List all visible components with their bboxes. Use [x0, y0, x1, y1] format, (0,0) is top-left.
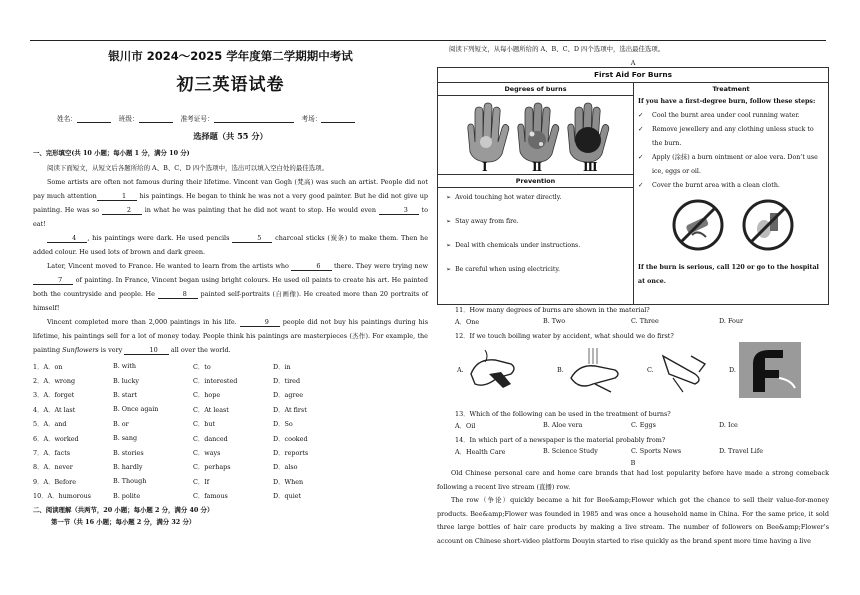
option[interactable]: D．quiet	[273, 492, 302, 501]
cloze-blank[interactable]: 3	[379, 207, 419, 215]
arrow-bullet-icon: ➢	[446, 266, 456, 273]
text-segment: there. They were trying new	[331, 262, 428, 270]
prevention-item: ➢ Be careful when using electricity.	[446, 266, 561, 273]
prevention-item: ➢ Deal with chemicals under instructions.	[446, 242, 581, 249]
reading-instruction: 阅读下列短文，从每小题所给的 A、B、C、D 四个选项中，选出最佳选项。	[449, 45, 665, 53]
cloze-blank[interactable]: 7	[33, 277, 73, 285]
arrow-bullet-icon: ➢	[446, 218, 456, 225]
class-field[interactable]: 班级：	[119, 113, 173, 123]
check-icon: ✓	[638, 182, 644, 189]
option-row	[33, 460, 428, 474]
option[interactable]: B. Aloe vera	[543, 421, 583, 429]
question-14-options	[437, 444, 829, 458]
passage-b-label: B	[630, 459, 636, 467]
question-11-options	[437, 314, 829, 328]
text-segment: to eat!	[33, 206, 429, 228]
option[interactable]: B. lucky	[113, 376, 139, 385]
cloze-blank[interactable]: 6	[291, 263, 331, 271]
cloze-passage	[33, 175, 428, 357]
serious-burn-note: If the burn is serious, call 120 or go to the hospital at once.	[638, 264, 819, 285]
option[interactable]: 3．A．forget	[33, 391, 75, 400]
first-aid-table	[437, 67, 829, 305]
text-segment: , his paintings were dark. He used pencils	[87, 234, 233, 242]
option[interactable]: B. Science Study	[543, 447, 598, 455]
treatment-heading: Treatment	[712, 85, 750, 93]
passage-b-paragraph-1: Old Chinese personal care and home care brands that had lost popularity before have made a strong comeback following a recent live stream (直播) row.	[437, 469, 829, 491]
section2-title: 二、阅读理解（共两节，20 小题；每小题 2 分，满分 40 分）	[33, 505, 214, 514]
option[interactable]: D. Four	[719, 317, 744, 325]
option-row	[33, 417, 428, 431]
text-segment: Later, Vincent moved to France. He wanted to learn from the artists who	[47, 262, 292, 270]
exam-room-field[interactable]: 考场：	[302, 113, 356, 123]
cloze-blank[interactable]: 4	[47, 235, 87, 243]
text-segment: of painting. In France, Vincent began using bright colours. He used oil paints to create his art. He painted both the countryside and people. He	[33, 276, 428, 298]
option[interactable]: B. Though	[113, 477, 147, 486]
option[interactable]: D．So	[273, 420, 293, 429]
option[interactable]: B. start	[113, 390, 138, 399]
text-segment: painted self-portraits (自画像). He created more than 20 portraits of himself!	[33, 290, 428, 312]
option-row	[33, 402, 428, 416]
prevention-list	[438, 188, 633, 290]
cloze-options	[33, 359, 428, 503]
option[interactable]: D．When	[273, 477, 304, 486]
first-aid-right	[634, 83, 828, 304]
cloze-blank[interactable]: 5	[232, 235, 272, 243]
exam-title: 银川市 2024～2025 学年度第二学期期中考试	[108, 49, 353, 63]
option[interactable]: D．At first	[273, 405, 307, 414]
option[interactable]: C．If	[193, 477, 210, 486]
option-row	[33, 431, 428, 445]
question-14: 14．In which part of a newspaper is the material probably from?	[455, 436, 666, 444]
prohibition-signs-icon	[638, 197, 824, 255]
degrees-heading: Degrees of burns	[438, 83, 633, 96]
no-eggs-icon	[744, 201, 792, 249]
option-d-label[interactable]: D.	[729, 366, 736, 374]
option[interactable]: D．also	[273, 463, 298, 472]
text-segment: charcoal sticks (炭条) to make them. Then he added colour. He used lots of brown and dark green.	[33, 234, 429, 256]
option[interactable]: C．famous	[193, 492, 228, 501]
degree-label-1: Ⅰ	[482, 160, 488, 174]
cloze-paragraph	[33, 175, 428, 231]
bandaged-hand-icon	[739, 342, 801, 398]
option[interactable]: D．reports	[273, 449, 309, 458]
option[interactable]: 7．A．facts	[33, 449, 71, 458]
text-segment: Vincent completed more than 2,000 paintings in his life.	[47, 318, 240, 326]
question-12: 12．If we touch boiling water by accident, what should we do first?	[455, 332, 674, 340]
option-row	[33, 388, 428, 402]
option-row	[33, 489, 428, 503]
left-column	[33, 44, 428, 526]
option[interactable]: C．ways	[193, 449, 221, 458]
option[interactable]: B. stories	[113, 448, 144, 457]
burn-degrees-illustration	[438, 96, 633, 175]
degree-label-2: Ⅱ	[532, 160, 543, 174]
option[interactable]: D．agree	[273, 391, 304, 400]
question-13: 13．Which of the following can be used in the treatment of burns?	[455, 410, 671, 418]
option-row	[33, 373, 428, 387]
option[interactable]: C. Sports News	[631, 447, 682, 455]
question-12-pictures	[437, 340, 829, 406]
prevention-heading: Prevention	[438, 175, 633, 188]
option[interactable]: B. polite	[113, 491, 141, 500]
text-segment: all over the world.	[168, 346, 231, 354]
cloze-blank[interactable]: 2	[102, 207, 142, 215]
questions-block	[437, 302, 829, 549]
degree-label-3: Ⅲ	[583, 160, 598, 174]
option-a-label[interactable]: A.	[457, 366, 464, 374]
hand-with-tube-icon	[467, 344, 527, 396]
option-b-label[interactable]: B.	[557, 366, 564, 374]
hand-degree-1-icon	[468, 103, 509, 162]
top-rule	[30, 40, 826, 41]
option[interactable]: C．hope	[193, 391, 221, 400]
option[interactable]: 10．A．humorous	[33, 492, 91, 501]
first-aid-title: First Aid For Burns	[438, 68, 828, 83]
option[interactable]: A．One	[455, 317, 480, 326]
option[interactable]: D．cooked	[273, 434, 308, 443]
cloze-blank[interactable]: 9	[240, 319, 280, 327]
hand-wiping-icon	[655, 344, 715, 396]
option[interactable]: C．to	[193, 362, 211, 371]
option[interactable]: B. or	[113, 419, 129, 428]
option[interactable]: C．but	[193, 420, 216, 429]
option[interactable]: C．danced	[193, 434, 228, 443]
student-info-line	[57, 113, 428, 123]
hand-under-water-icon	[565, 344, 625, 396]
arrow-bullet-icon: ➢	[446, 242, 456, 249]
option[interactable]: C．At least	[193, 405, 229, 414]
option[interactable]: D. Ice	[719, 421, 738, 429]
cloze-blank[interactable]: 10	[124, 347, 168, 355]
check-icon: ✓	[638, 154, 644, 161]
option[interactable]: D．tired	[273, 377, 301, 386]
treatment-step: ✓ Remove jewellery and any clothing unless stuck to the burn.	[638, 123, 824, 151]
treatment-step: ✓ Apply (涂抹) a burn ointment or aloe vera. Don’t use ice, eggs or oil.	[638, 151, 824, 179]
section1-title: 一、完形填空(共 10 小题；每小题 1 分，满分 10 分)	[33, 149, 190, 157]
text-segment: his paintings. He began to think he was not a very good painter. But he did not give up painting. He was so	[33, 192, 429, 214]
option[interactable]: A．Health Care	[455, 447, 506, 456]
option[interactable]: B. Once again	[113, 405, 159, 414]
question-13-options	[437, 418, 829, 432]
option[interactable]: B. hardly	[113, 462, 143, 471]
option[interactable]: 5．A．and	[33, 420, 67, 429]
selection-title: 选择题（共 55 分）	[193, 131, 268, 141]
option[interactable]: 1．A．on	[33, 362, 63, 371]
text-segment: people did not buy his paintings during his lifetime, his paintings sell for a lot of money today. People think his paintings are masterpieces (杰作). For example, the painting	[33, 318, 428, 354]
right-column	[437, 44, 829, 545]
arrow-bullet-icon: ➢	[446, 194, 456, 201]
cloze-paragraph	[33, 315, 428, 357]
option[interactable]: D．in	[273, 362, 291, 371]
option[interactable]: 6．A．worked	[33, 434, 79, 443]
painting-title: Sunflowers	[62, 346, 99, 354]
question-11: 11．How many degrees of burns are shown in the material?	[455, 306, 650, 314]
option-row	[33, 474, 428, 488]
option[interactable]: B. with	[113, 362, 136, 371]
cloze-paragraph	[33, 231, 428, 259]
prevention-item: ➢ Avoid touching hot water directly.	[446, 194, 562, 201]
admission-number-field[interactable]: 准考证号：	[181, 113, 294, 123]
option[interactable]: B. sang	[113, 434, 138, 443]
text-segment: is very	[98, 346, 125, 354]
subject-title: 初三英语试卷	[176, 75, 285, 95]
option[interactable]: C．perhaps	[193, 463, 231, 472]
cloze-paragraph	[33, 259, 428, 315]
first-aid-left	[438, 83, 634, 304]
treatment-step: ✓ Cover the burnt area with a clean cloth.	[638, 179, 824, 193]
option-row	[33, 445, 428, 459]
option[interactable]: 8．A．never	[33, 463, 73, 472]
option[interactable]: C. Eggs	[631, 421, 656, 429]
no-ointment-icon	[674, 201, 722, 249]
prevention-item: ➢ Stay away from fire.	[446, 218, 519, 225]
option[interactable]: D. Travel Life	[719, 447, 763, 455]
passage-a-label: A	[630, 59, 636, 67]
option[interactable]: 4．A．At last	[33, 405, 76, 414]
text-segment: Some artists are often not famous during their lifetime. Vincent van Gogh (梵高) was such an artist. People did not pay much attention	[33, 178, 428, 200]
option[interactable]: 9．A．Before	[33, 477, 76, 486]
option[interactable]: C. Three	[631, 317, 659, 325]
section2-subtitle: 第一节（共 16 小题；每小题 2 分，满分 32 分）	[51, 517, 196, 526]
passage-b-paragraph-2: The row（争论）quickly became a hit for Bee&amp;Flower which got the chance to sell their value-for-money products. Bee&amp;Flower was founded in 1985 and was once a household name in China. For the same price, it sold three large bottles of hair care products by making a live stream. The number of followers on Bee&amp;Flower’s account on Chinese short-video platform Douyin started to rise quickly as the brand spent more time having a live	[437, 496, 829, 545]
text-segment: in what he was painting that he did not want to stop. He would even	[142, 206, 379, 214]
treatment-step: ✓ Cool the burnt area under cool running water.	[638, 109, 824, 123]
hand-degree-2-icon	[518, 103, 559, 162]
check-icon: ✓	[638, 112, 644, 119]
check-icon: ✓	[638, 126, 644, 133]
option[interactable]: A．Oil	[455, 421, 476, 430]
section1-instruction: 阅读下面短文，从短文后各题所给的 A、B、C、D 四个选项中，选出可以填入空白处的最佳选项。	[47, 164, 329, 172]
option-row	[33, 359, 428, 373]
hand-degree-3-icon	[568, 103, 609, 162]
cloze-blank[interactable]: 8	[158, 291, 198, 299]
name-field[interactable]: 姓名：	[57, 113, 111, 123]
option-c-label[interactable]: C.	[647, 366, 654, 374]
option[interactable]: C．interested	[193, 377, 238, 386]
no-ice-no-eggs-signs	[638, 197, 824, 255]
option[interactable]: 2．A．wrong	[33, 377, 76, 386]
option[interactable]: B. Two	[543, 317, 566, 325]
cloze-blank[interactable]: 1	[97, 193, 137, 201]
treatment-intro: If you have a first-degree burn, follow these steps:	[638, 98, 816, 105]
treatment-body	[634, 95, 828, 289]
